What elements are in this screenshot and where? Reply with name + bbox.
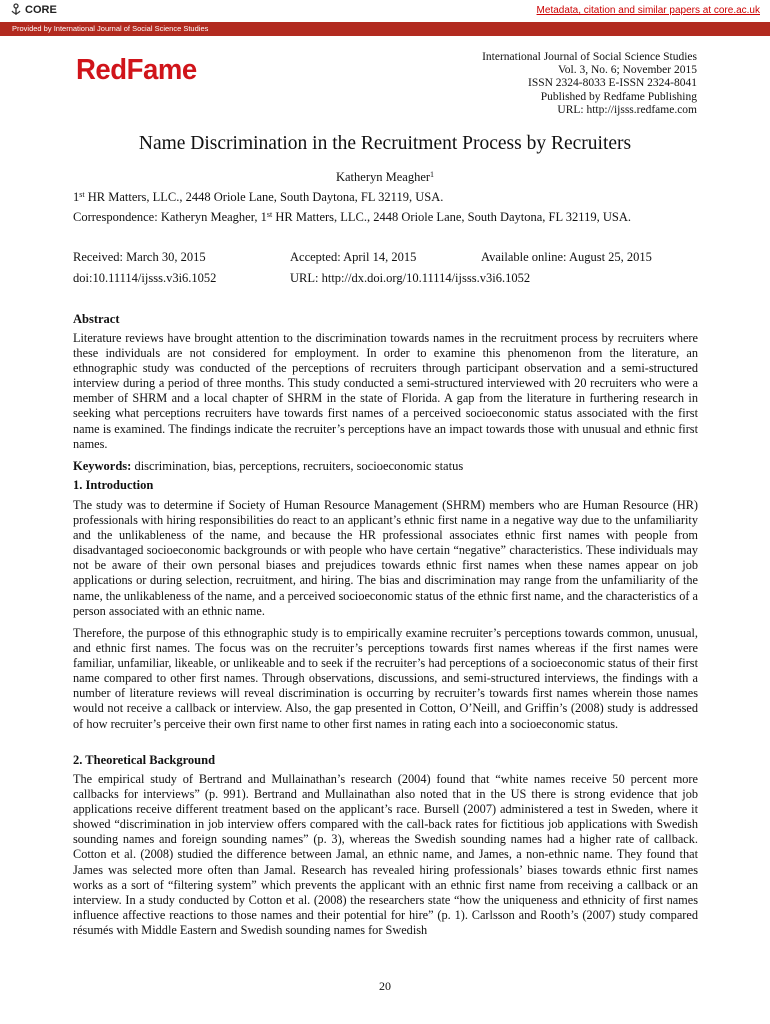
affiliation — [73, 190, 443, 205]
keywords-text: discrimination, bias, perceptions, recruiters, socioeconomic status — [134, 459, 464, 473]
keywords-label: Keywords: — [73, 459, 132, 473]
paper-title: Name Discrimination in the Recruitment Process by Recruiters — [138, 133, 632, 154]
provided-by-banner: Provided by International Journal of Social Science Studies — [0, 22, 770, 36]
page-number: 20 — [379, 979, 391, 993]
corr-suffix: HR Matters, LLC., 2448 Oriole Lane, South Daytona, FL 32119, USA. — [275, 210, 631, 224]
corr-prefix: Correspondence: Katheryn Meagher, 1 — [73, 210, 267, 224]
background-paragraph-1: The empirical study of Bertrand and Mullainathan’s research (2004) found that “white names receive 50 percent more callbacks for interviews” (p. 991). Bertrand and Mullainathan also noted that in the US there is strong evidence that job applications receive different treatment based on the applicant’s race. Bursell (2007) administered a test in Sweden, where it showed “discrimination in job interview offers compared with the call-back rates for fictitious job applications with Swedish sounding names and foreign sounding names” (p. 3), whereas the Swedish sounding names had a higher rate of callback. Cotton et al. (2008) studied the difference between Jamal, an ethnic name, and James, a non-ethnic name. They found that James was selected more often than Jamal. Research has revealed hiring professionals’ biases towards ethnic first names works as a sort of “filtering system” which prevents the applicant with an ethnic first name from receiving a callback or an interview. In a study conducted by Cotton et al. (2008) the researchers state “how the uniqueness and ethnicity of first names influence affective reactions to those names and their potential for hire” (p. 1). Carlsson and Rooth’s (2007) study compared résumés with Middle Eastern and Swedish sounding names for Swedish — [73, 772, 698, 937]
affil-number: 1 — [73, 190, 80, 204]
core-logo[interactable] — [10, 3, 57, 17]
author-sup: 1 — [430, 170, 435, 179]
journal-line: Vol. 3, No. 6; November 2015 — [557, 64, 697, 77]
core-icon — [10, 3, 22, 17]
abstract-text: Literature reviews have brought attention to the discrimination towards names in the recruitment process by recruiters where these individuals are not considered for employment. In order to examine this phenomenon from the literature, an ethnographic study was conducted of the perceptions of recruiters through participant observation and a semi-structured interview during a period of three months. This study conducted a semi-structured interviewed with 20 recruiters who were a member of SHRM and a local chapter of SHRM in the state of Florida. A gap from the literature in furthering research in seeking what perceptions recruiters have towards first names of a perceived socioeconomic status associated with the first name is examined. The findings indicate the recruiter’s perceptions have an impact towards those with unusual and ethnic first names. — [73, 331, 698, 451]
journal-url[interactable]: URL: http://ijsss.redfame.com — [557, 103, 697, 116]
affil-sup: st — [79, 190, 85, 199]
affil-text: HR Matters, LLC., 2448 Oriole Lane, South Daytona, FL 32119, USA. — [87, 190, 444, 204]
accepted-date: Accepted: April 14, 2015 — [290, 250, 417, 264]
publisher-logo: RedFame — [76, 54, 197, 86]
available-date: Available online: August 25, 2015 — [481, 250, 652, 264]
doi: doi:10.11114/ijsss.v3i6.1052 — [73, 271, 217, 285]
background-heading: 2. Theoretical Background — [73, 753, 216, 767]
author-name: Katheryn Meagher — [335, 170, 431, 184]
core-topbar — [0, 0, 770, 22]
journal-line: Published by Redfame Publishing — [540, 90, 697, 103]
core-metadata-link[interactable]: Metadata, citation and similar papers at core.ac.uk — [536, 5, 760, 16]
received-date: Received: March 30, 2015 — [73, 250, 206, 264]
author-line — [0, 170, 770, 185]
corr-sup: st — [266, 210, 273, 219]
intro-heading: 1. Introduction — [73, 478, 154, 492]
correspondence — [73, 210, 631, 225]
journal-info — [482, 51, 697, 117]
doi-url[interactable]: URL: http://dx.doi.org/10.11114/ijsss.v3i6.1052 — [290, 271, 531, 285]
journal-line: ISSN 2324-8033 E-ISSN 2324-8041 — [528, 77, 697, 90]
intro-paragraph-2: Therefore, the purpose of this ethnographic study is to empirically examine recruiter’s perceptions towards common, unusual, and ethnic first names. The focus was on the recruiter’s perceptions towards first names whereas if the first names were familiar, unfamiliar, likeable, or unlikeable and to seek if the recruiter’s had perceptions of a socioeconomic status of their first name compared to other first names. Through observations, discussions, and semi-structured interviews, the findings with a number of literature reviews will reveal discrimination is occurring by recruiter’s towards first names wherein those names would not receive a callback or interview. Also, the gap presented in Cotton, O’Neill, and Griffin’s (2008) study is addressed of how recruiter’s perceive their own first name to other first names in rating each into a socioeconomic status. — [73, 626, 698, 731]
keywords — [73, 459, 463, 474]
journal-line: International Journal of Social Science Studies — [482, 51, 697, 63]
abstract-heading: Abstract — [73, 312, 120, 326]
core-label: CORE — [25, 4, 57, 16]
intro-paragraph-1: The study was to determine if Society of Human Resource Management (SHRM) members who are Human Resource (HR) professionals with hiring responsibilities do react to an applicant’s ethnic first name in a negative way due to the unfamiliarity and the unlikableness of the name, and because the HR professional associates ethnic first names with people from disadvantaged socioeconomic backgrounds or with people who have certain “negative” characteristics. These individuals may not be aware of their own personal biases and prejudices towards ethnic first names when these names appear on job applications or during selection, recruitment, and hiring. The bias and discrimination may range from the unfamiliarity of the name, the unlikableness of the name, and a perceived socioeconomic status of the ethnic first name, and the characteristics of a person associated with an ethnic name. — [73, 498, 698, 618]
